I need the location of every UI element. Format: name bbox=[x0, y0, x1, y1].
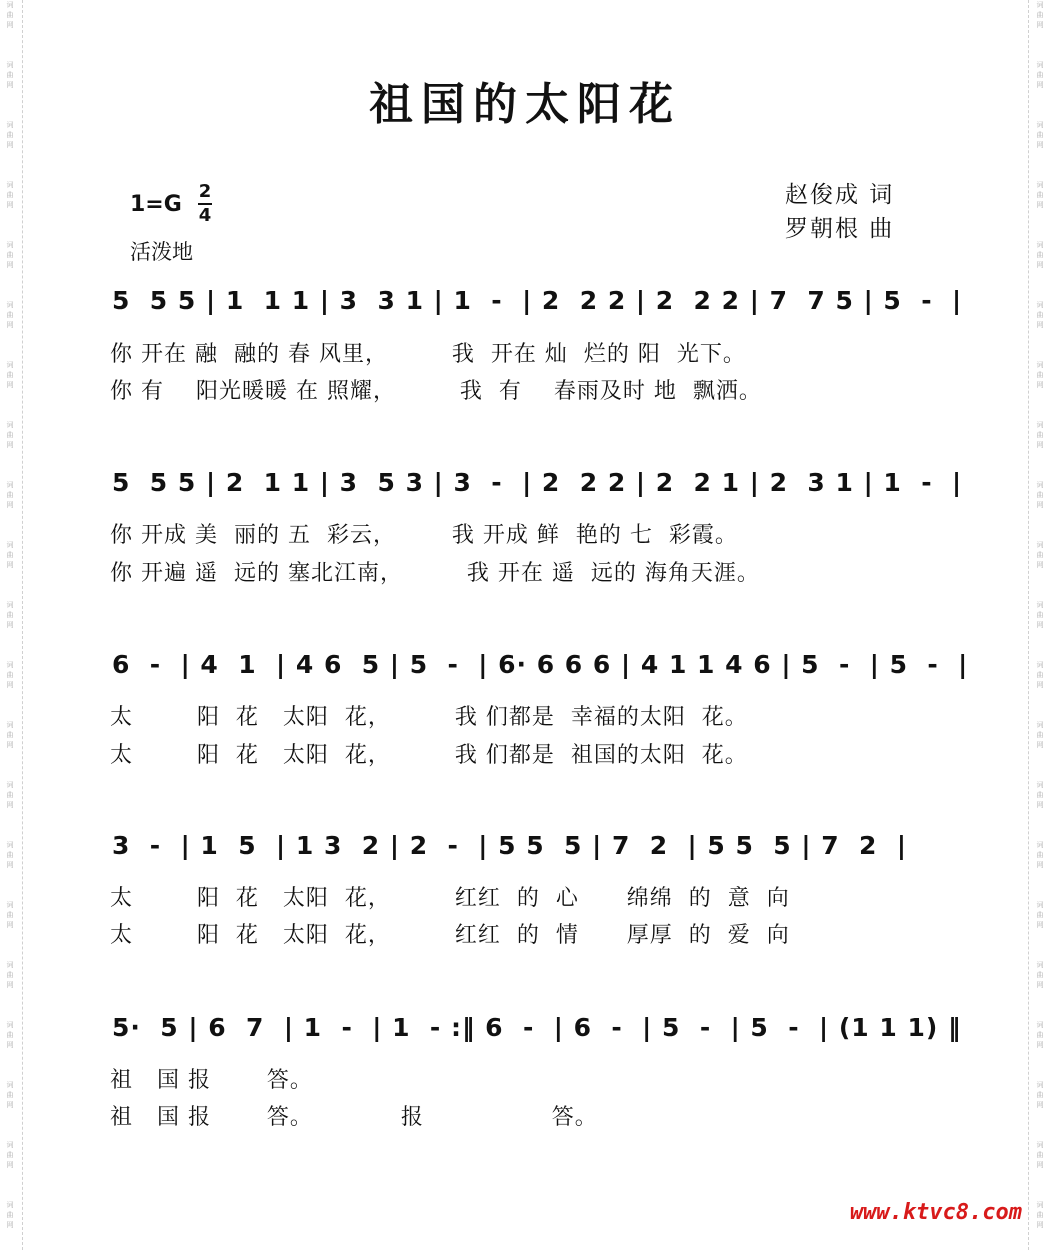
watermark-block: 词 曲 网 bbox=[6, 661, 14, 689]
watermark-block: 词 曲 网 bbox=[1036, 181, 1044, 209]
watermark-block: 词 曲 网 bbox=[6, 1141, 14, 1169]
key-signature: 1=G bbox=[130, 192, 182, 217]
watermark-block: 词 曲 网 bbox=[1036, 721, 1044, 749]
watermark-block: 词 曲 网 bbox=[1036, 241, 1044, 269]
watermark-block: 词 曲 网 bbox=[6, 61, 14, 89]
lyric-line-3-verse-2: 太 阳 花 太阳 花， 我 们都是 祖国的太阳 花。 bbox=[110, 743, 748, 768]
tempo-marking: 活泼地 bbox=[130, 240, 193, 264]
watermark-block: 词 曲 网 bbox=[1036, 481, 1044, 509]
watermark-block: 词 曲 网 bbox=[1036, 661, 1044, 689]
watermark-block: 词 曲 网 bbox=[1036, 541, 1044, 569]
watermark-block: 词 曲 网 bbox=[1036, 121, 1044, 149]
lyric-line-2-verse-1: 你 开成 美 丽的 五 彩云， 我 开成 鲜 艳的 七 彩霞。 bbox=[110, 523, 738, 548]
watermark-block: 词 曲 网 bbox=[6, 1081, 14, 1109]
lyric-line-5-verse-1: 祖 国 报 答。 bbox=[110, 1068, 313, 1093]
watermark-block: 词 曲 网 bbox=[1036, 1, 1044, 29]
site-watermark: www.ktvc8.com bbox=[849, 1200, 1022, 1225]
watermark-block: 词 曲 网 bbox=[6, 301, 14, 329]
watermark-block: 词 曲 网 bbox=[1036, 361, 1044, 389]
notation-line-1: 5 5 5 | 1 1 1 | 3 3 1 | 1 - | 2 2 2 | 2 2 2 | 7 7 5 | 5 - | bbox=[112, 286, 963, 315]
lyric-line-4-verse-2: 太 阳 花 太阳 花， 红红 的 情 厚厚 的 爱 向 bbox=[110, 923, 790, 948]
time-top: 2 bbox=[198, 181, 212, 202]
composer-credit: 罗朝根 曲 bbox=[785, 216, 895, 242]
watermark-block: 词 曲 网 bbox=[1036, 421, 1044, 449]
watermark-block: 词 曲 网 bbox=[6, 901, 14, 929]
watermark-block: 词 曲 网 bbox=[1036, 901, 1044, 929]
notation-line-3: 6 - | 4 1 | 4 6 5 | 5 - | 6· 6 6 6 | 4 1 1 4 6 | 5 - | 5 - | bbox=[112, 650, 969, 679]
watermark-block: 词 曲 网 bbox=[6, 421, 14, 449]
left-margin-line bbox=[22, 0, 23, 1250]
watermark-block: 词 曲 网 bbox=[1036, 1141, 1044, 1169]
watermark-block: 词 曲 网 bbox=[6, 181, 14, 209]
right-watermark-strip bbox=[1032, 0, 1048, 1250]
watermark-block: 词 曲 网 bbox=[6, 1201, 14, 1229]
lyric-line-4-verse-1: 太 阳 花 太阳 花， 红红 的 心 绵绵 的 意 向 bbox=[110, 886, 790, 911]
watermark-block: 词 曲 网 bbox=[1036, 601, 1044, 629]
notation-line-2: 5 5 5 | 2 1 1 | 3 5 3 | 3 - | 2 2 2 | 2 2 1 | 2 3 1 | 1 - | bbox=[112, 468, 963, 497]
watermark-block: 词 曲 网 bbox=[6, 841, 14, 869]
watermark-block: 词 曲 网 bbox=[6, 721, 14, 749]
watermark-block: 词 曲 网 bbox=[6, 601, 14, 629]
left-watermark-strip bbox=[2, 0, 18, 1250]
lyricist-credit: 赵俊成 词 bbox=[785, 182, 895, 208]
watermark-block: 词 曲 网 bbox=[6, 1021, 14, 1049]
lyric-line-1-verse-2: 你 有 阳光暖暖 在 照耀， 我 有 春雨及时 地 飘洒。 bbox=[110, 379, 762, 404]
lyric-line-2-verse-2: 你 开遍 遥 远的 塞北江南， 我 开在 遥 远的 海角天涯。 bbox=[110, 561, 760, 586]
watermark-block: 词 曲 网 bbox=[6, 961, 14, 989]
song-title: 祖国的太阳花 bbox=[369, 79, 681, 130]
lyric-line-5-verse-2: 祖 国 报 答。 报 答。 bbox=[110, 1105, 598, 1130]
watermark-block: 词 曲 网 bbox=[6, 781, 14, 809]
notation-line-5: 5· 5 | 6 7 | 1 - | 1 - :‖ 6 - | 6 - | 5 - | 5 - | (1 1 1) ‖ bbox=[112, 1013, 962, 1042]
watermark-block: 词 曲 网 bbox=[6, 361, 14, 389]
notation-line-4: 3 - | 1 5 | 1 3 2 | 2 - | 5 5 5 | 7 2 | 5 5 5 | 7 2 | bbox=[112, 831, 907, 860]
time-bottom: 4 bbox=[198, 205, 212, 226]
watermark-block: 词 曲 网 bbox=[1036, 841, 1044, 869]
watermark-block: 词 曲 网 bbox=[6, 481, 14, 509]
watermark-block: 词 曲 网 bbox=[6, 541, 14, 569]
watermark-block: 词 曲 网 bbox=[1036, 1021, 1044, 1049]
watermark-block: 词 曲 网 bbox=[1036, 781, 1044, 809]
watermark-block: 词 曲 网 bbox=[1036, 1081, 1044, 1109]
time-signature bbox=[198, 182, 212, 226]
watermark-block: 词 曲 网 bbox=[6, 121, 14, 149]
watermark-block: 词 曲 网 bbox=[1036, 961, 1044, 989]
watermark-block: 词 曲 网 bbox=[1036, 61, 1044, 89]
lyric-line-1-verse-1: 你 开在 融 融的 春 风里， 我 开在 灿 烂的 阳 光下。 bbox=[110, 342, 746, 367]
watermark-block: 词 曲 网 bbox=[6, 1, 14, 29]
watermark-block: 词 曲 网 bbox=[1036, 301, 1044, 329]
right-margin-line bbox=[1028, 0, 1029, 1250]
watermark-block: 词 曲 网 bbox=[1036, 1201, 1044, 1229]
lyric-line-3-verse-1: 太 阳 花 太阳 花， 我 们都是 幸福的太阳 花。 bbox=[110, 705, 748, 730]
watermark-block: 词 曲 网 bbox=[6, 241, 14, 269]
